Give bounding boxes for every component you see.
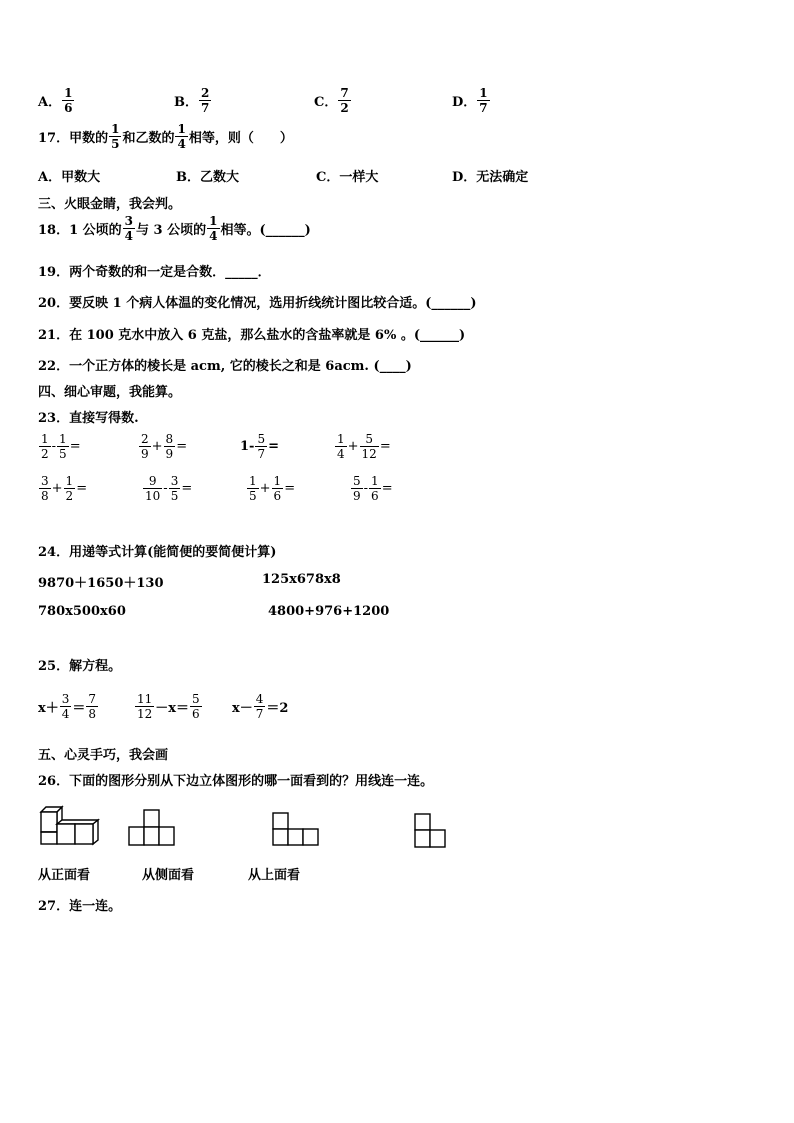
q16-option-a[interactable]: A． $\frac{1}{6}$	[38, 86, 73, 115]
fraction: $\frac{1}{5}$	[111, 122, 120, 151]
q19-question: 19．两个奇数的和一定是合数．_____．	[38, 265, 271, 280]
fraction: $\frac{1}{7}$	[479, 86, 488, 115]
section-four-heading: 四、细心审题，我能算。	[38, 385, 182, 400]
q17-question: 17．甲数的 $\frac{1}{5}$ 和乙数的 $\frac{1}{4}$ 相等，则（ ）	[38, 122, 293, 151]
q21-question: 21．在 100 克水中放入 6 克盐，那么盐水的含盐率就是 6% 。(______)	[38, 328, 466, 343]
q23-item: 1- $\frac{5}{7}$ =	[240, 432, 279, 461]
q24-title: 24．用递等式计算(能简便的要简便计算)	[38, 545, 277, 560]
section-five-heading: 五、心灵手巧，我会画	[38, 748, 169, 763]
view-label-front: 从正面看	[38, 868, 91, 883]
fraction: $\frac{7}{2}$	[340, 86, 349, 115]
top-view-icon	[414, 812, 448, 850]
q20-question: 20．要反映 1 个病人体温的变化情况，选用折线统计图比较合适。(______)	[38, 296, 477, 311]
q25-title: 25．解方程。	[38, 659, 122, 674]
fraction: $\frac{2}{7}$	[201, 86, 210, 115]
q17-option-b[interactable]: B．乙数大	[176, 170, 239, 185]
q17-option-c[interactable]: C．一样大	[316, 170, 379, 185]
q25-equation: $\frac{11}{12}$ －x＝ $\frac{5}{6}$	[137, 692, 200, 721]
q23-item: $\frac{3}{8}$ + $\frac{1}{2}$ =	[41, 474, 88, 503]
q23-item: $\frac{9}{10}$ - $\frac{3}{5}$ =	[145, 474, 193, 503]
q23-item: $\frac{1}{4}$ + $\frac{5}{12}$ =	[337, 432, 391, 461]
q23-item: $\frac{1}{2}$ - $\frac{1}{5}$ =	[41, 432, 81, 461]
q27-question: 27．连一连。	[38, 899, 122, 914]
q26-title: 26．下面的图形分别从下边立体图形的哪一面看到的？用线连一连。	[38, 774, 434, 789]
q24-expression: 4800+976+1200	[268, 604, 390, 619]
q18-question: 18．1 公顷的 $\frac{3}{4}$ 与 3 公顷的 $\frac{1}{4}$ 相等。(______)	[38, 214, 311, 243]
q25-equation: x＋ $\frac{3}{4}$ ＝ $\frac{7}{8}$	[38, 692, 97, 721]
q23-item: $\frac{2}{9}$ + $\frac{8}{9}$ =	[141, 432, 188, 461]
front-view-icon	[128, 808, 178, 848]
fraction: $\frac{1}{4}$	[209, 214, 218, 243]
solid-figure-icon	[38, 804, 104, 848]
q22-question: 22．一个正方体的棱长是 acm, 它的棱长之和是 6acm. (____)	[38, 359, 412, 374]
q16-option-d[interactable]: D． $\frac{1}{7}$	[452, 86, 488, 115]
fraction: $\frac{3}{4}$	[124, 214, 134, 243]
q23-title: 23．直接写得数.	[38, 411, 139, 426]
q24-expression: 780x500x60	[38, 604, 126, 619]
view-label-side: 从侧面看	[142, 868, 195, 883]
side-view-icon	[272, 812, 320, 848]
section-three-heading: 三、火眼金睛，我会判。	[38, 197, 182, 212]
q17-option-a[interactable]: A．甲数大	[38, 170, 101, 185]
q24-expression: 125x678x8	[262, 572, 341, 587]
q16-options	[38, 80, 558, 120]
q16-option-b[interactable]: B． $\frac{2}{7}$	[174, 86, 210, 115]
fraction: $\frac{1}{6}$	[64, 86, 73, 115]
q17-option-d[interactable]: D．无法确定	[452, 170, 529, 185]
view-label-top: 从上面看	[248, 868, 301, 883]
fraction: $\frac{1}{4}$	[177, 122, 186, 151]
q23-item: $\frac{1}{5}$ + $\frac{1}{6}$ =	[249, 474, 296, 503]
q23-item: $\frac{5}{9}$ - $\frac{1}{6}$ =	[353, 474, 393, 503]
q16-option-c[interactable]: C． $\frac{7}{2}$	[314, 86, 349, 115]
q25-equation: x－ $\frac{4}{7}$ ＝2	[232, 692, 289, 721]
q24-expression: 9870＋1650＋130	[38, 576, 164, 591]
